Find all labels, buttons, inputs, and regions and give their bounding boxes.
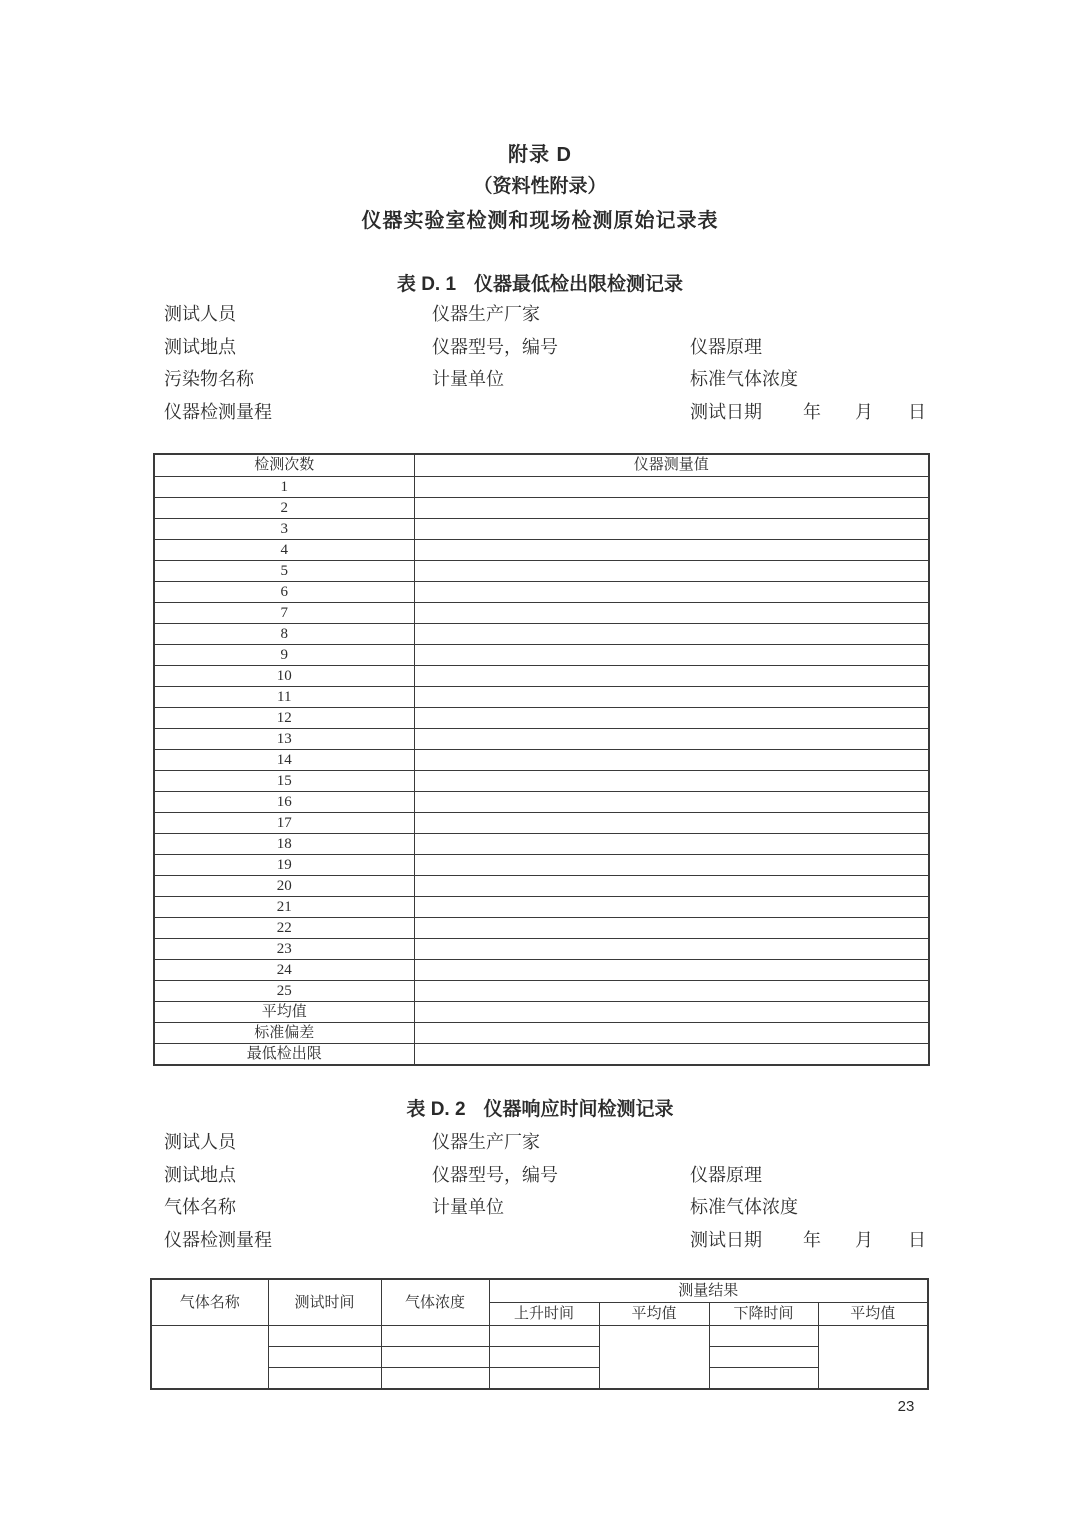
d1-measurement-cell <box>414 1002 929 1023</box>
d2-form-row-1 <box>0 1128 1080 1152</box>
d1-measurement-cell <box>414 750 929 771</box>
d2-fall-average-cell <box>818 1326 928 1390</box>
d1-table-row <box>154 498 929 519</box>
d1-row-label: 15 <box>154 771 414 792</box>
d1-measurement-cell <box>414 561 929 582</box>
d1-manufacturer-label: 仪器生产厂家 <box>432 304 540 324</box>
d2-header-test-time: 测试时间 <box>268 1279 381 1326</box>
d2-gas-name-label: 气体名称 <box>164 1197 236 1217</box>
d2-gas-concentration-cell <box>381 1326 489 1347</box>
d2-unit-label: 计量单位 <box>432 1197 504 1217</box>
d2-test-time-cell <box>268 1368 381 1390</box>
d1-col-header-count: 检测次数 <box>154 454 414 477</box>
d2-gas-concentration-cell <box>381 1347 489 1368</box>
detection-limit-table <box>153 453 930 1066</box>
table-d1-caption-title: 仪器最低检出限检测记录 <box>474 274 684 295</box>
table-d2-caption-title: 仪器响应时间检测记录 <box>483 1099 674 1120</box>
d1-row-label: 25 <box>154 981 414 1002</box>
d1-measurement-cell <box>414 876 929 897</box>
table-d2-caption <box>0 1094 1080 1121</box>
d1-form-row-2 <box>0 333 1080 357</box>
d1-table-row <box>154 603 929 624</box>
d2-body-row-2 <box>151 1347 928 1368</box>
d1-location-label: 测试地点 <box>164 337 236 357</box>
d2-header-rise-average: 平均值 <box>599 1303 709 1326</box>
d1-date-label: 测试日期 <box>690 402 762 422</box>
d1-measurement-cell <box>414 624 929 645</box>
d1-row-label: 1 <box>154 477 414 498</box>
d1-measurement-cell <box>414 519 929 540</box>
d2-rise-time-cell <box>489 1347 599 1368</box>
d1-table-row <box>154 813 929 834</box>
d2-fall-time-cell <box>709 1368 818 1390</box>
d1-form-row-4 <box>0 398 1080 422</box>
d1-measurement-cell <box>414 771 929 792</box>
d1-table-row <box>154 666 929 687</box>
d1-row-label: 21 <box>154 897 414 918</box>
d1-table-row <box>154 981 929 1002</box>
d2-body-row-1 <box>151 1326 928 1347</box>
d2-header-gas-concentration: 气体浓度 <box>381 1279 489 1326</box>
d2-header-row-1 <box>151 1279 928 1303</box>
d1-table-row <box>154 897 929 918</box>
d1-table-row <box>154 729 929 750</box>
d2-tester-label: 测试人员 <box>164 1132 236 1152</box>
d1-measurement-cell <box>414 498 929 519</box>
d1-row-label: 14 <box>154 750 414 771</box>
d1-measurement-cell <box>414 792 929 813</box>
d1-row-label: 19 <box>154 855 414 876</box>
d1-measurement-cell <box>414 540 929 561</box>
d2-form-row-3 <box>0 1193 1080 1217</box>
d1-measurement-cell <box>414 477 929 498</box>
d1-measurement-cell <box>414 813 929 834</box>
d1-form-row-1 <box>0 300 1080 324</box>
d1-row-label: 23 <box>154 939 414 960</box>
d1-year-label: 年 <box>803 402 821 422</box>
d2-range-label: 仪器检测量程 <box>164 1230 272 1250</box>
d1-row-label: 22 <box>154 918 414 939</box>
d1-row-label: 标准偏差 <box>154 1023 414 1044</box>
d2-day-label: 日 <box>908 1230 926 1250</box>
d1-table-row <box>154 1002 929 1023</box>
d2-date-label: 测试日期 <box>690 1230 762 1250</box>
d1-row-label: 24 <box>154 960 414 981</box>
d1-table-row <box>154 645 929 666</box>
d1-table-row <box>154 624 929 645</box>
page-number: 23 <box>897 1398 915 1415</box>
d2-header-fall-time: 下降时间 <box>709 1303 818 1326</box>
d1-pollutant-label: 污染物名称 <box>164 369 254 389</box>
d1-table-row <box>154 918 929 939</box>
d1-measurement-cell <box>414 666 929 687</box>
table-d1-caption <box>0 269 1080 296</box>
d1-measurement-cell <box>414 855 929 876</box>
response-time-table <box>150 1278 929 1390</box>
d2-rise-time-cell <box>489 1368 599 1390</box>
d2-model-label: 仪器型号，编号 <box>432 1165 558 1185</box>
d1-table-row <box>154 750 929 771</box>
d1-row-label: 4 <box>154 540 414 561</box>
d1-table-row <box>154 939 929 960</box>
d1-range-label: 仪器检测量程 <box>164 402 272 422</box>
d1-row-label: 16 <box>154 792 414 813</box>
d1-form-row-3 <box>0 365 1080 389</box>
d2-test-time-cell <box>268 1326 381 1347</box>
d1-measurement-cell <box>414 897 929 918</box>
d1-table-row <box>154 519 929 540</box>
d1-table-row <box>154 792 929 813</box>
d1-measurement-cell <box>414 582 929 603</box>
d1-measurement-cell <box>414 960 929 981</box>
d2-header-measurement-results: 测量结果 <box>489 1279 928 1303</box>
d1-table-row <box>154 771 929 792</box>
d1-measurement-cell <box>414 918 929 939</box>
d2-header-rise-time: 上升时间 <box>489 1303 599 1326</box>
d1-table-row <box>154 1044 929 1066</box>
d1-row-label: 6 <box>154 582 414 603</box>
d1-row-label: 3 <box>154 519 414 540</box>
d1-measurement-cell <box>414 939 929 960</box>
d1-measurement-cell <box>414 981 929 1002</box>
d2-fall-time-cell <box>709 1326 818 1347</box>
d1-row-label: 20 <box>154 876 414 897</box>
d1-row-label: 最低检出限 <box>154 1044 414 1066</box>
d1-row-label: 18 <box>154 834 414 855</box>
d2-fall-time-cell <box>709 1347 818 1368</box>
d1-unit-label: 计量单位 <box>432 369 504 389</box>
d1-table-row <box>154 876 929 897</box>
d1-col-header-value: 仪器测量值 <box>414 454 929 477</box>
d1-measurement-cell <box>414 729 929 750</box>
d1-measurement-cell <box>414 834 929 855</box>
table-d1-caption-label: 表 D. 1 <box>396 274 457 295</box>
d1-row-label: 17 <box>154 813 414 834</box>
d1-table-row <box>154 582 929 603</box>
d2-gas-concentration-cell <box>381 1368 489 1390</box>
d1-table-row <box>154 708 929 729</box>
d1-measurement-cell <box>414 687 929 708</box>
d2-rise-time-cell <box>489 1326 599 1347</box>
d1-table-row <box>154 1023 929 1044</box>
d2-year-label: 年 <box>803 1230 821 1250</box>
d1-table-row <box>154 540 929 561</box>
d1-day-label: 日 <box>908 402 926 422</box>
d1-principle-label: 仪器原理 <box>690 337 762 357</box>
d1-std-gas-label: 标准气体浓度 <box>690 369 798 389</box>
d1-measurement-cell <box>414 603 929 624</box>
appendix-note: （资料性附录） <box>473 176 607 197</box>
d1-model-label: 仪器型号，编号 <box>432 337 558 357</box>
d1-row-label: 12 <box>154 708 414 729</box>
d2-manufacturer-label: 仪器生产厂家 <box>432 1132 540 1152</box>
d2-form-row-2 <box>0 1161 1080 1185</box>
d1-header-row <box>154 454 929 477</box>
d1-table-row <box>154 687 929 708</box>
d1-measurement-cell <box>414 645 929 666</box>
d1-tester-label: 测试人员 <box>164 304 236 324</box>
d1-row-label: 5 <box>154 561 414 582</box>
d1-measurement-cell <box>414 1023 929 1044</box>
d1-table-row <box>154 561 929 582</box>
d1-row-label: 7 <box>154 603 414 624</box>
d1-row-label: 13 <box>154 729 414 750</box>
d2-rise-average-cell <box>599 1326 709 1390</box>
d2-principle-label: 仪器原理 <box>690 1165 762 1185</box>
d1-measurement-cell <box>414 708 929 729</box>
d1-row-label: 11 <box>154 687 414 708</box>
d1-row-label: 2 <box>154 498 414 519</box>
table-d2-caption-label: 表 D. 2 <box>406 1099 466 1120</box>
d2-form-row-4 <box>0 1226 1080 1250</box>
d1-table-row <box>154 477 929 498</box>
d1-table-row <box>154 960 929 981</box>
d2-location-label: 测试地点 <box>164 1165 236 1185</box>
d1-month-label: 月 <box>855 402 873 422</box>
d1-table-row <box>154 834 929 855</box>
d1-row-label: 平均值 <box>154 1002 414 1023</box>
document-title: 仪器实验室检测和现场检测原始记录表 <box>361 210 719 232</box>
d2-body-row-3 <box>151 1368 928 1390</box>
d2-header-fall-average: 平均值 <box>818 1303 928 1326</box>
d2-header-gas-name: 气体名称 <box>151 1279 268 1326</box>
appendix-label: 附录 D <box>508 144 572 166</box>
d2-month-label: 月 <box>855 1230 873 1250</box>
d1-row-label: 10 <box>154 666 414 687</box>
d1-measurement-cell <box>414 1044 929 1066</box>
d1-row-label: 9 <box>154 645 414 666</box>
d1-table-row <box>154 855 929 876</box>
d2-std-gas-label: 标准气体浓度 <box>690 1197 798 1217</box>
d2-gas-name-cell <box>151 1326 268 1390</box>
d2-test-time-cell <box>268 1347 381 1368</box>
d1-row-label: 8 <box>154 624 414 645</box>
